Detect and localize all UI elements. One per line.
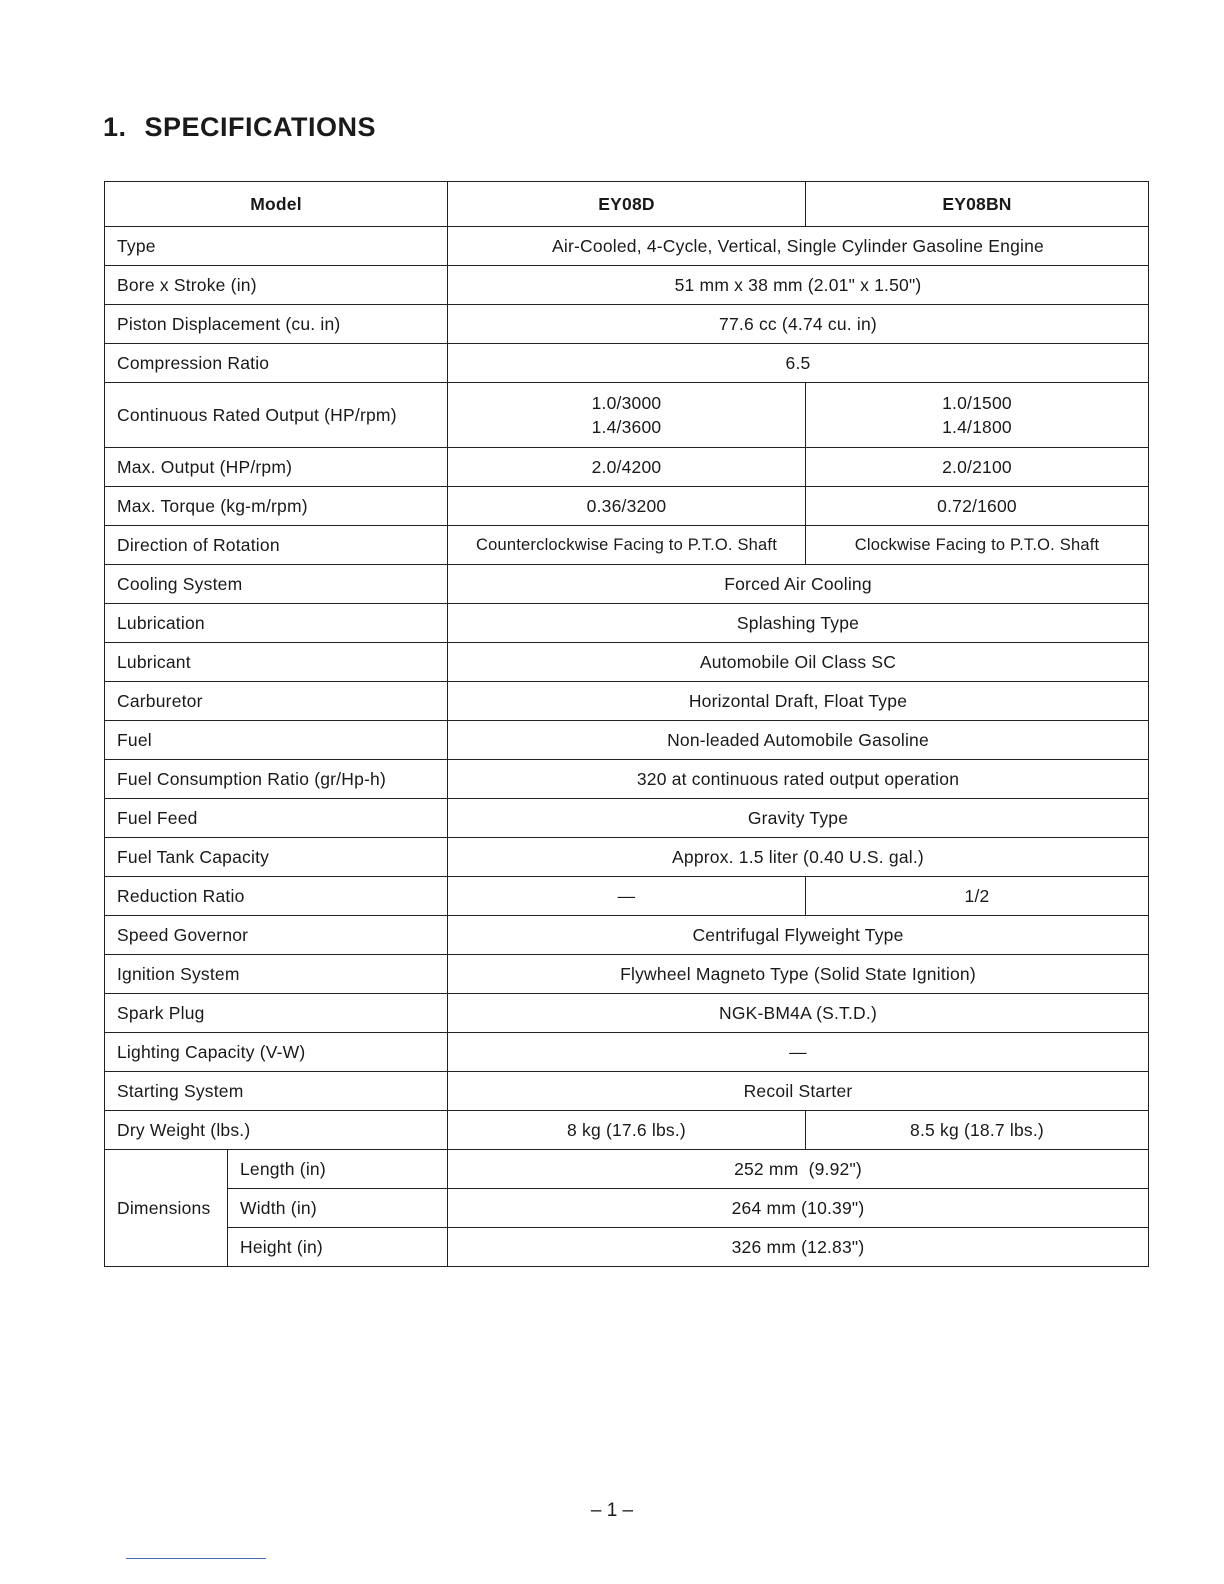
table-row xyxy=(105,227,1149,266)
row-value: Centrifugal Flyweight Type xyxy=(448,916,1149,955)
row-label: Direction of Rotation xyxy=(105,526,448,565)
row-value: NGK-BM4A (S.T.D.) xyxy=(448,994,1149,1033)
row-label: Max. Torque (kg-m/rpm) xyxy=(105,487,448,526)
row-value-ey08bn: 1/2 xyxy=(806,877,1149,916)
value-line: 1.4/3600 xyxy=(591,417,662,437)
table-row xyxy=(105,448,1149,487)
row-value-ey08d: 8 kg (17.6 lbs.) xyxy=(448,1111,806,1150)
table-row xyxy=(105,1033,1149,1072)
table-row xyxy=(105,526,1149,565)
row-value-ey08d: 0.36/3200 xyxy=(448,487,806,526)
row-value-ey08d: Counterclockwise Facing to P.T.O. Shaft xyxy=(448,526,806,565)
row-sublabel: Height (in) xyxy=(228,1228,448,1267)
header-model: Model xyxy=(105,182,448,227)
row-value-ey08bn: Clockwise Facing to P.T.O. Shaft xyxy=(806,526,1149,565)
row-value: Approx. 1.5 liter (0.40 U.S. gal.) xyxy=(448,838,1149,877)
row-label: Fuel Feed xyxy=(105,799,448,838)
row-value: 264 mm (10.39") xyxy=(448,1189,1149,1228)
table-row xyxy=(105,1189,1149,1228)
table-row xyxy=(105,916,1149,955)
row-value: 51 mm x 38 mm (2.01" x 1.50") xyxy=(448,266,1149,305)
row-label: Cooling System xyxy=(105,565,448,604)
row-label: Reduction Ratio xyxy=(105,877,448,916)
table-row xyxy=(105,487,1149,526)
row-value: Recoil Starter xyxy=(448,1072,1149,1111)
table-row xyxy=(105,305,1149,344)
page-number: – 1 – xyxy=(590,1500,634,1521)
row-value: 326 mm (12.83") xyxy=(448,1228,1149,1267)
table-row xyxy=(105,721,1149,760)
row-value: 252 mm (9.92") xyxy=(448,1150,1149,1189)
row-label: Dry Weight (lbs.) xyxy=(105,1111,448,1150)
row-value: Horizontal Draft, Float Type xyxy=(448,682,1149,721)
row-value-ey08bn xyxy=(806,383,1149,448)
table-row xyxy=(105,1150,1149,1189)
dimensions-label: Dimensions xyxy=(105,1150,228,1267)
row-value-ey08bn: 8.5 kg (18.7 lbs.) xyxy=(806,1111,1149,1150)
row-label: Type xyxy=(105,227,448,266)
row-label: Starting System xyxy=(105,1072,448,1111)
row-value-ey08d: — xyxy=(448,877,806,916)
row-value-ey08d: 2.0/4200 xyxy=(448,448,806,487)
row-value: 6.5 xyxy=(448,344,1149,383)
table-row xyxy=(105,1111,1149,1150)
specifications-table xyxy=(104,181,1149,1267)
row-value-ey08bn: 0.72/1600 xyxy=(806,487,1149,526)
row-label: Piston Displacement (cu. in) xyxy=(105,305,448,344)
table-row xyxy=(105,838,1149,877)
table-row xyxy=(105,604,1149,643)
row-value: Non-leaded Automobile Gasoline xyxy=(448,721,1149,760)
row-value: Gravity Type xyxy=(448,799,1149,838)
table-row xyxy=(105,1228,1149,1267)
row-value: — xyxy=(448,1033,1149,1072)
row-value: Flywheel Magneto Type (Solid State Ignition) xyxy=(448,955,1149,994)
table-row xyxy=(105,799,1149,838)
row-label: Max. Output (HP/rpm) xyxy=(105,448,448,487)
row-label: Speed Governor xyxy=(105,916,448,955)
row-label: Spark Plug xyxy=(105,994,448,1033)
row-label: Lighting Capacity (V-W) xyxy=(105,1033,448,1072)
row-value-ey08d xyxy=(448,383,806,448)
table-row xyxy=(105,760,1149,799)
row-label: Continuous Rated Output (HP/rpm) xyxy=(105,383,448,448)
row-label: Ignition System xyxy=(105,955,448,994)
header-ey08bn: EY08BN xyxy=(806,182,1149,227)
row-label: Lubricant xyxy=(105,643,448,682)
row-sublabel: Width (in) xyxy=(228,1189,448,1228)
page-title xyxy=(103,112,376,143)
row-value: Forced Air Cooling xyxy=(448,565,1149,604)
row-value: 320 at continuous rated output operation xyxy=(448,760,1149,799)
table-row xyxy=(105,565,1149,604)
row-value: 77.6 cc (4.74 cu. in) xyxy=(448,305,1149,344)
table-row xyxy=(105,266,1149,305)
row-value: Automobile Oil Class SC xyxy=(448,643,1149,682)
row-label: Bore x Stroke (in) xyxy=(105,266,448,305)
value-line: 1.0/1500 xyxy=(942,393,1012,413)
row-label: Lubrication xyxy=(105,604,448,643)
table-row xyxy=(105,994,1149,1033)
footer-rule xyxy=(126,1558,266,1559)
table-row xyxy=(105,643,1149,682)
table-row xyxy=(105,344,1149,383)
table-row xyxy=(105,383,1149,448)
row-label: Fuel xyxy=(105,721,448,760)
row-label: Fuel Consumption Ratio (gr/Hp-h) xyxy=(105,760,448,799)
row-value-ey08bn: 2.0/2100 xyxy=(806,448,1149,487)
table-row xyxy=(105,877,1149,916)
table-header-row xyxy=(105,182,1149,227)
table-row xyxy=(105,682,1149,721)
row-label: Carburetor xyxy=(105,682,448,721)
row-label: Fuel Tank Capacity xyxy=(105,838,448,877)
value-line: 1.0/3000 xyxy=(591,393,662,413)
section-number: 1. xyxy=(103,112,127,142)
row-sublabel: Length (in) xyxy=(228,1150,448,1189)
value-line: 1.4/1800 xyxy=(942,417,1012,437)
table-row xyxy=(105,1072,1149,1111)
row-value: Splashing Type xyxy=(448,604,1149,643)
header-ey08d: EY08D xyxy=(448,182,806,227)
row-label: Compression Ratio xyxy=(105,344,448,383)
section-title: SPECIFICATIONS xyxy=(144,112,377,142)
row-value: Air-Cooled, 4-Cycle, Vertical, Single Cylinder Gasoline Engine xyxy=(448,227,1149,266)
table-row xyxy=(105,955,1149,994)
